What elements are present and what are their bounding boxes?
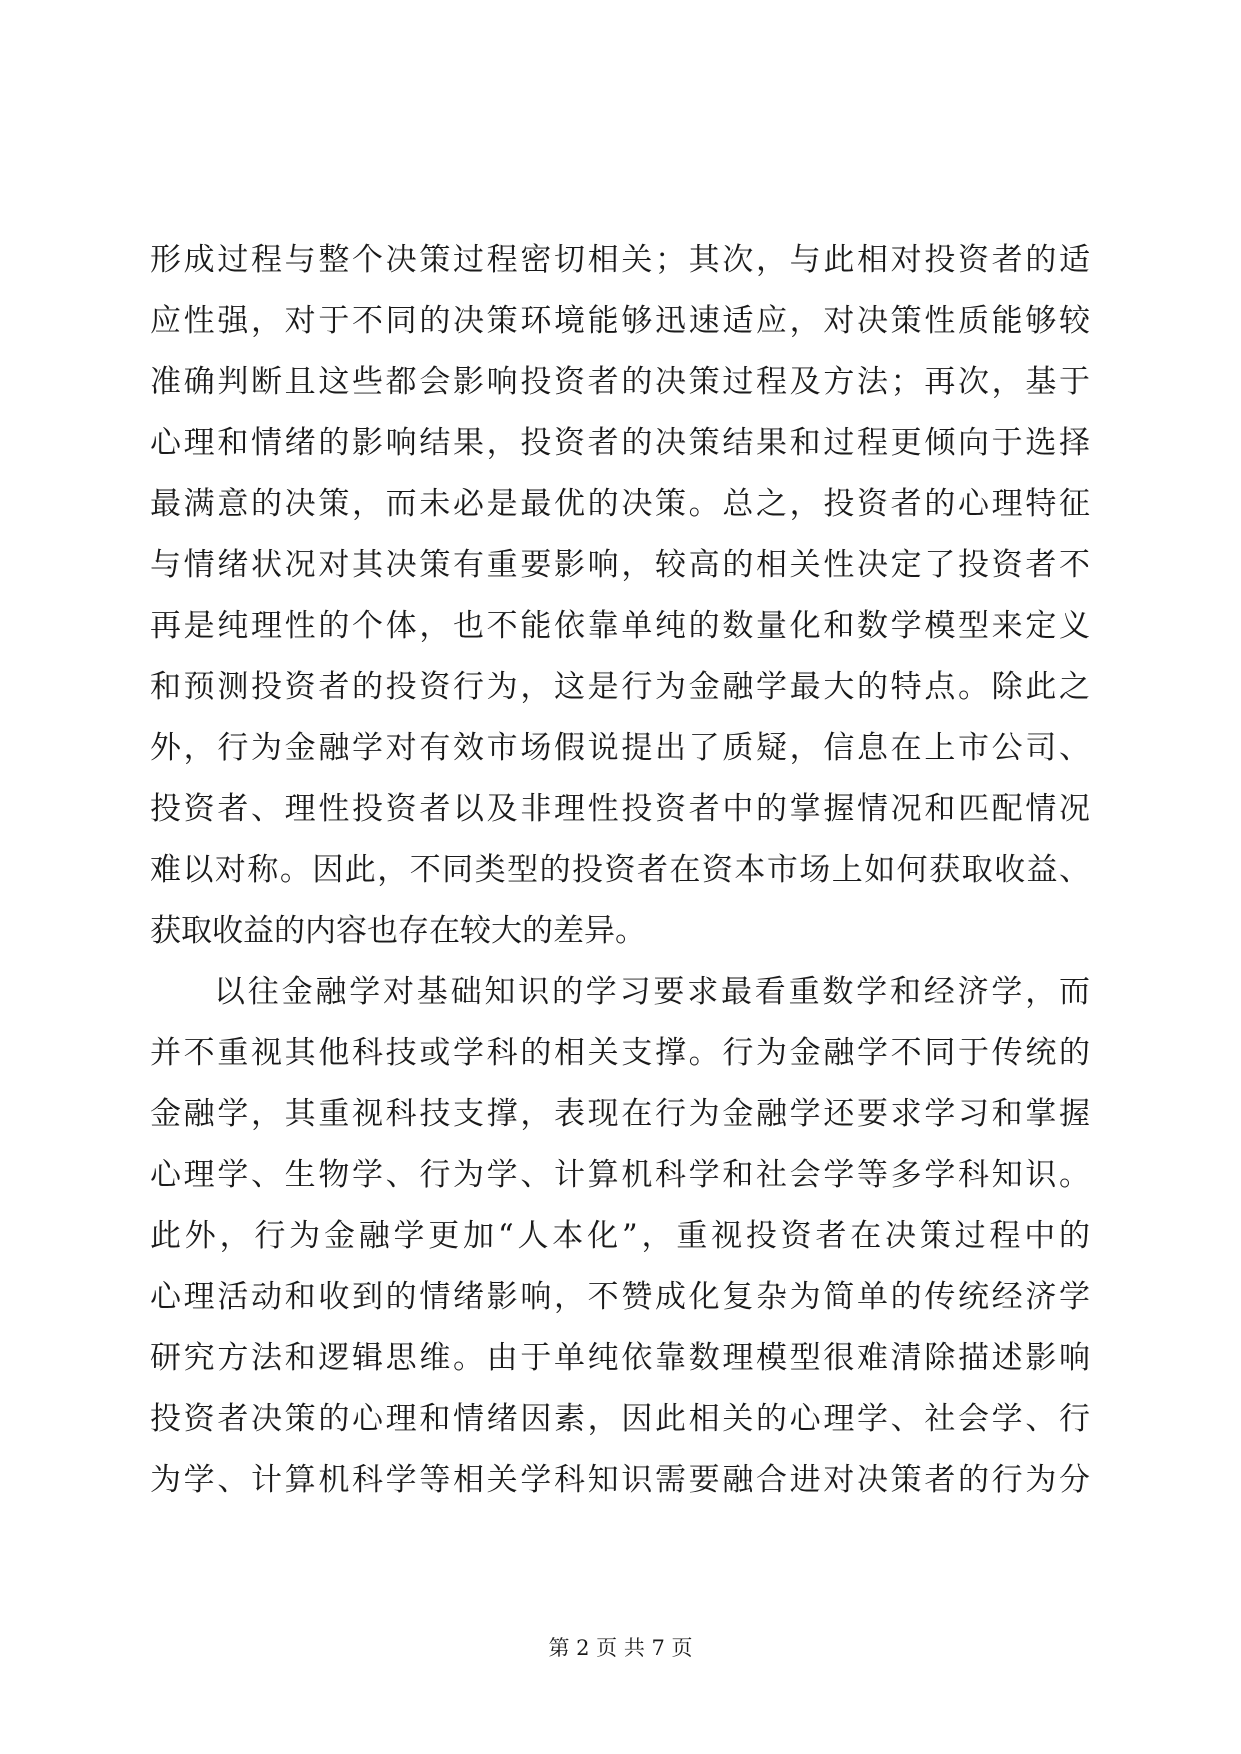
body-text: [150, 230, 1090, 1511]
text-line: 投资者、理性投资者以及非理性投资者中的掌握情况和匹配情况: [150, 791, 1090, 827]
text-line: 以往金融学对基础知识的学习要求最看重数学和经济学，而: [214, 974, 1090, 1010]
text-line: 最满意的决策，而未必是最优的决策。总之，投资者的心理特征: [150, 486, 1090, 522]
text-line: 获取收益的内容也存在较大的差异。: [150, 913, 646, 949]
paragraph: [150, 962, 1090, 1511]
text-line: 与情绪状况对其决策有重要影响，较高的相关性决定了投资者不: [150, 547, 1090, 583]
text-line: 此外，行为金融学更加“人本化”，重视投资者在决策过程中的: [150, 1218, 1090, 1254]
text-line: 为学、计算机科学等相关学科知识需要融合进对决策者的行为分: [150, 1462, 1090, 1498]
text-line: 外，行为金融学对有效市场假说提出了质疑，信息在上市公司、: [150, 730, 1090, 766]
text-line: 再是纯理性的个体，也不能依靠单纯的数量化和数学模型来定义: [150, 608, 1090, 644]
text-line: 心理和情绪的影响结果，投资者的决策结果和过程更倾向于选择: [150, 425, 1090, 461]
text-line: 金融学，其重视科技支撑，表现在行为金融学还要求学习和掌握: [150, 1096, 1090, 1132]
text-line: 投资者决策的心理和情绪因素，因此相关的心理学、社会学、行: [150, 1401, 1090, 1437]
text-line: 和预测投资者的投资行为，这是行为金融学最大的特点。除此之: [150, 669, 1090, 705]
paragraph: [150, 230, 1090, 962]
page-number: 第 2 页 共 7 页: [548, 1636, 693, 1660]
text-line: 应性强，对于不同的决策环境能够迅速适应，对决策性质能够较: [150, 303, 1090, 339]
text-line: 准确判断且这些都会影响投资者的决策过程及方法；再次，基于: [150, 364, 1090, 400]
text-line: 并不重视其他科技或学科的相关支撑。行为金融学不同于传统的: [150, 1035, 1090, 1071]
text-line: 心理活动和收到的情绪影响，不赞成化复杂为简单的传统经济学: [150, 1279, 1090, 1315]
page-footer: [0, 1632, 1241, 1662]
text-line: 研究方法和逻辑思维。由于单纯依靠数理模型很难清除描述影响: [150, 1340, 1090, 1376]
text-line: 形成过程与整个决策过程密切相关；其次，与此相对投资者的适: [150, 242, 1090, 278]
text-line: 难以对称。因此，不同类型的投资者在资本市场上如何获取收益、: [150, 852, 1090, 888]
text-line: 心理学、生物学、行为学、计算机科学和社会学等多学科知识。: [150, 1157, 1090, 1193]
